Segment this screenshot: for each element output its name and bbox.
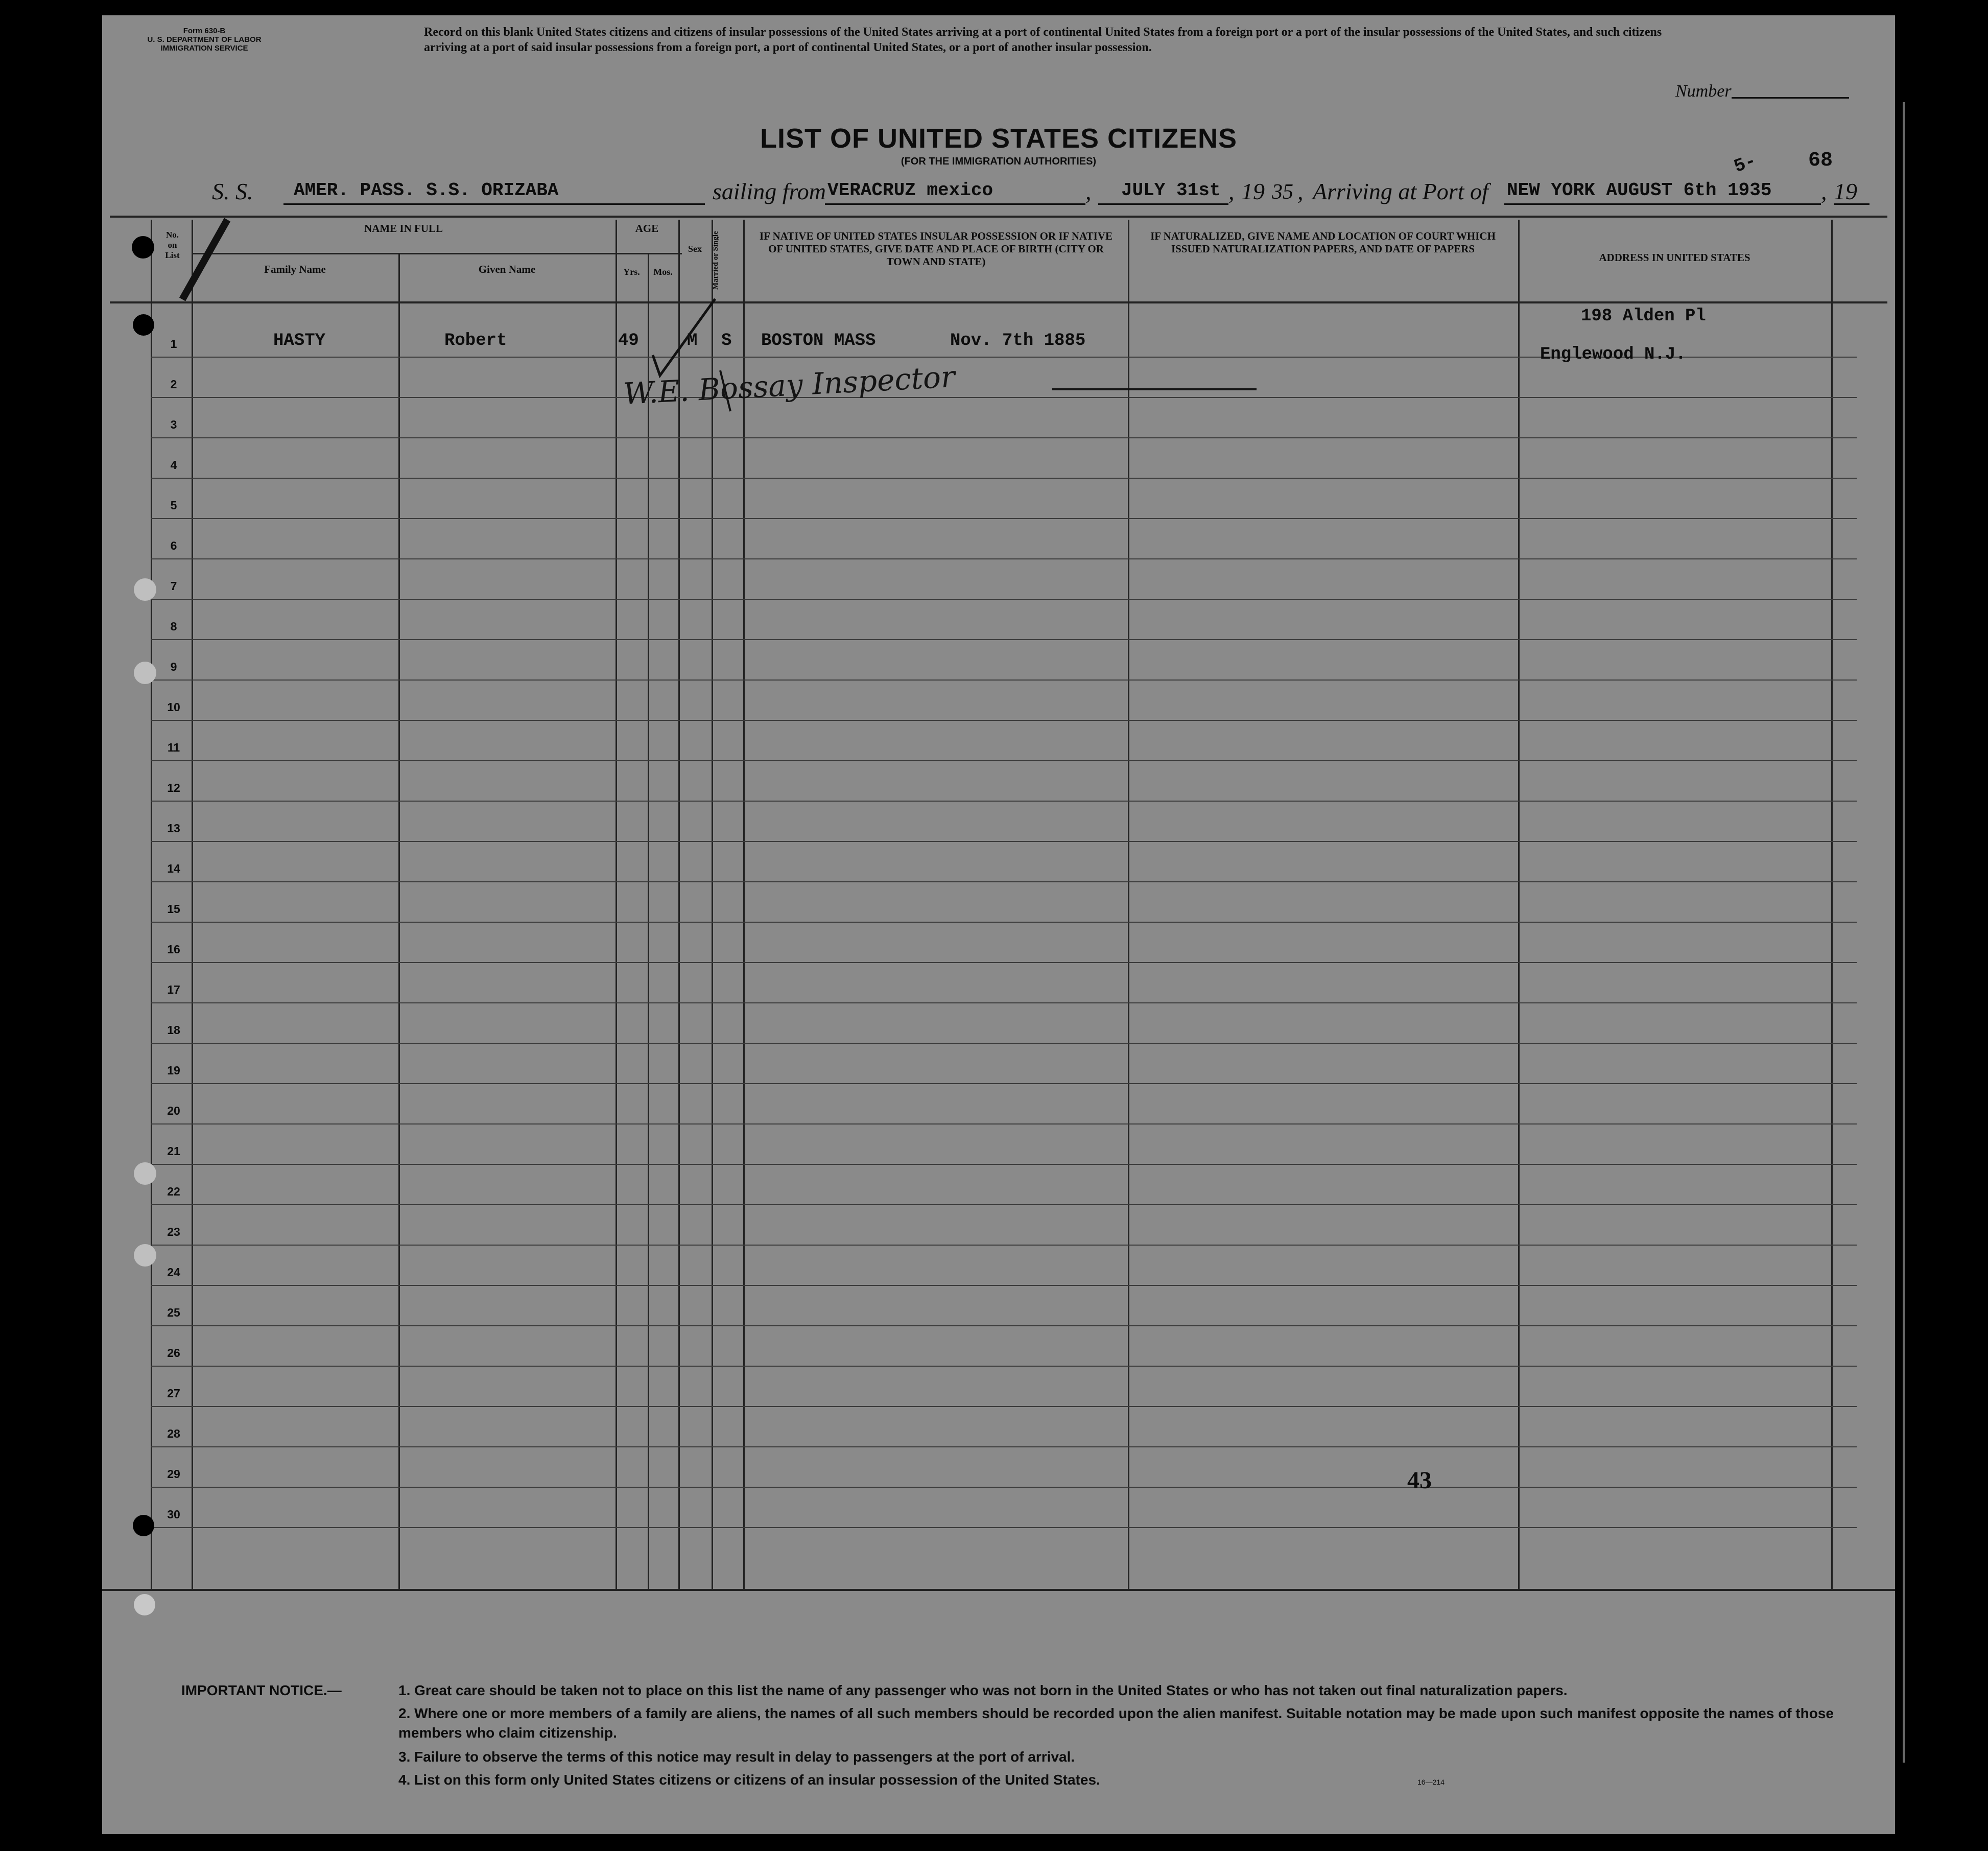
page-edge-shadow — [1903, 102, 1905, 1763]
row-line — [151, 1043, 1857, 1044]
entry-age-years: 49 — [618, 331, 639, 350]
notice-item-1: 1. Great care should be taken not to place on this list the name of any passenger who was not born in the United States or who has not taken out final naturalization papers. — [398, 1682, 1568, 1698]
year-right-field — [1834, 180, 1869, 205]
margin-mark-dash: 5- — [1731, 150, 1759, 178]
ship-name: AMER. PASS. S.S. ORIZABA — [294, 180, 559, 201]
entry-sex: M — [687, 331, 698, 350]
year-suffix: 35 — [1272, 180, 1293, 204]
header-family-name: Family Name — [264, 263, 326, 275]
row-number: 10 — [167, 700, 180, 714]
row-line — [151, 1527, 1857, 1528]
row-number: 15 — [167, 902, 180, 916]
ss-label: S. S. — [212, 178, 253, 204]
row-number: 21 — [167, 1144, 180, 1158]
row-number: 27 — [167, 1387, 180, 1400]
notice-heading: IMPORTANT NOTICE.— — [181, 1682, 342, 1698]
binder-hole — [134, 1244, 156, 1267]
row-line — [151, 1083, 1857, 1084]
row-number: 11 — [167, 741, 180, 754]
row-number: 1 — [170, 337, 177, 350]
row-number: 12 — [167, 781, 180, 794]
number-field-line — [1732, 97, 1849, 99]
binder-hole — [134, 662, 156, 684]
col-line-naturalized — [1518, 220, 1520, 1589]
ship-field — [283, 180, 705, 205]
row-number: 23 — [167, 1225, 180, 1238]
row-number: 8 — [170, 620, 177, 633]
notice-item-4: 4. List on this form only United States citizens or citizens of an insular possession of the United States. — [398, 1772, 1100, 1788]
row-number: 17 — [167, 983, 180, 996]
row-line — [151, 1285, 1857, 1286]
entry-family-name: HASTY — [273, 331, 326, 350]
header-no-on-list: No. on List — [165, 230, 180, 260]
col-line-address — [1831, 220, 1833, 1589]
sailing-date: JULY 31st — [1121, 180, 1221, 201]
col-line-birth — [1128, 220, 1129, 1589]
year-right-prefix: 19 — [1834, 178, 1857, 204]
port-to: NEW YORK AUGUST 6th 1935 — [1507, 180, 1772, 201]
row-line — [151, 1325, 1857, 1326]
row-line — [151, 720, 1857, 721]
row-number: 4 — [170, 458, 177, 472]
header-yrs: Yrs. — [623, 267, 640, 277]
col-line-given — [616, 220, 617, 1589]
form-print-code: 16—214 — [1417, 1778, 1445, 1786]
arriving-label: Arriving at Port of — [1313, 178, 1488, 204]
header-age: AGE — [635, 222, 659, 235]
header-mos: Mos. — [653, 267, 673, 277]
row-number: 7 — [170, 579, 177, 593]
row-number: 6 — [170, 539, 177, 552]
row-line — [151, 1366, 1857, 1367]
col-line-family — [398, 253, 400, 1589]
port-to-field — [1504, 180, 1821, 205]
year-prefix: 19 — [1241, 178, 1265, 204]
binder-hole — [134, 1162, 156, 1185]
binder-hole — [132, 236, 154, 259]
row-line — [151, 558, 1857, 559]
form-identifier: Form 630-B U. S. DEPARTMENT OF LABOR IMMIGRATION SERVICE — [147, 27, 262, 53]
header-given-name: Given Name — [478, 263, 536, 275]
row-number: 26 — [167, 1346, 180, 1360]
row-line — [151, 962, 1857, 963]
row-line — [151, 841, 1857, 842]
sailing-from-label: sailing from — [713, 178, 826, 204]
signature-stroke — [1052, 388, 1257, 390]
row-number: 14 — [167, 862, 180, 875]
header-naturalized: IF NATURALIZED, GIVE NAME AND LOCATION OF COURT WHICH ISSUED NATURALIZATION PAPERS, AND DATE OF PAPERS — [1150, 230, 1496, 255]
age-header-divider — [616, 253, 667, 254]
name-header-divider — [192, 253, 682, 254]
row-line — [151, 1204, 1857, 1205]
header-name-in-full: NAME IN FULL — [364, 222, 443, 235]
port-from: VERACRUZ mexico — [827, 180, 993, 201]
entry-given-name: Robert — [444, 331, 507, 350]
page-subtitle: (FOR THE IMMIGRATION AUTHORITIES) — [901, 156, 1097, 167]
row-number: 28 — [167, 1427, 180, 1440]
row-number: 29 — [167, 1467, 180, 1481]
row-number: 16 — [167, 943, 180, 956]
form-instructions: Record on this blank United States citizens and citizens of insular possessions of the United States arriving at a port of continental United States from a foreign port or a port of the insular possessions of the United States, and such citizens arriving at a port of said insular possessions from a foreign port, a port of continental United States, or a port of another insular possession. — [424, 26, 1662, 54]
manifest-page: Form 630-B U. S. DEPARTMENT OF LABOR IMMIGRATION SERVICE Record on this blank United States citizens and citizens of insular possessions of the United States arriving at a port of continental United States from a foreign port or a port of the insular possessions of the United States, and such citizens arriving at a port of said insular possessions from a foreign port, a port of continental United States, or a port of another insular possession. Number LIST OF UNITED STATES CITIZENS (FOR THE IMMIGRATION AUTHORITIES) S. S. AMER. PASS. S.S. ORIZABA sailing from VERACRUZ mexico , JULY 31st , 19 35 , Arriving at Port of NEW YORK AUGUST 6th 1935 , 19 5- 68 No. on List NAME IN FULL Family Name Given Name AGE Yrs. Mos. Sex Married or Single IF NATIVE OF UNITED STATES INSULAR POSSESSION OR IF NATIVE OF UNITED STATES, GIVE DATE AND PLACE OF BIRTH (CITY OR TOWN AND STATE) IF NATURALIZED, GIVE NAME AND LOCATION OF COURT WHICH ISSUED NATURALIZATION PAPERS, AND DATE OF PAPERS ADDRESS IN UNITED STATES 1 2 3 4 5 6 7 8 9 10 11 12 13 14 15 16 17 18 19 20 21 22 23 24 25 26 27 28 29 30 HASTY Robert 49 M S BOSTON MASS Nov. 7th 1885 198 Alden Pl Englewood N.J. W.E. Bossay Inspector 43 IMPORTANT NOTICE.— 1. Great care should be taken not to place on this list the name of any passenger who was not born in the United States or who has not taken out final naturalization papers. 2. Where one or more members of a family are aliens, the names of all such members should be recorded upon the alien manifest. Suitable notation may be made upon such manifest opposite the names of those members who claim citizenship. 3. Failure to observe the terms of this notice may result in delay to passengers at the port of arrival. 4. List on this form only United States citizens or citizens of an insular possession of the United States. 16—214 — [102, 15, 1895, 1834]
row-number: 30 — [167, 1508, 180, 1521]
row-line — [151, 760, 1857, 761]
table-top-border — [110, 216, 1887, 218]
row-line — [151, 478, 1857, 479]
header-sex: Sex — [688, 244, 702, 254]
notice-item-2: 2. Where one or more members of a family are aliens, the names of all such members should be recorded upon the alien manifest. Suitable notation may be made upon such manifest opposite the names of those members who claim citizenship. — [398, 1705, 1834, 1741]
entry-address-line2: Englewood N.J. — [1540, 345, 1686, 364]
row-line — [151, 1245, 1857, 1246]
header-married-single: Married or Single — [712, 231, 720, 290]
row-line — [151, 801, 1857, 802]
row-line — [151, 1002, 1857, 1003]
port-from-field — [825, 180, 1085, 205]
inspector-signature: W.E. Bossay Inspector — [622, 359, 956, 411]
row-line — [151, 518, 1857, 519]
entry-marital: S — [721, 331, 732, 350]
row-line — [151, 881, 1857, 882]
page-title: LIST OF UNITED STATES CITIZENS — [760, 123, 1237, 154]
row-number: 22 — [167, 1185, 180, 1198]
row-number: 3 — [170, 418, 177, 431]
number-label: Number — [1675, 82, 1732, 101]
entry-address-line1: 198 Alden Pl — [1581, 307, 1706, 326]
row-line — [151, 599, 1857, 600]
stamp-number: 43 — [1407, 1467, 1432, 1494]
table-bottom-border — [102, 1589, 1895, 1591]
notice-item-3: 3. Failure to observe the terms of this notice may result in delay to passengers at the port of arrival. — [398, 1749, 1075, 1765]
binder-hole — [134, 578, 156, 601]
header-birth: IF NATIVE OF UNITED STATES INSULAR POSSESSION OR IF NATIVE OF UNITED STATES, GIVE DATE AND PLACE OF BIRTH (CITY OR TOWN AND STATE) — [759, 230, 1113, 268]
entry-birth-date: Nov. 7th 1885 — [950, 331, 1086, 350]
entry-birth-place: BOSTON MASS — [761, 331, 876, 350]
sailing-date-field — [1098, 180, 1228, 205]
row-line — [151, 922, 1857, 923]
row-number: 24 — [167, 1266, 180, 1279]
header-address: ADDRESS IN UNITED STATES — [1599, 251, 1750, 264]
binder-hole — [134, 1594, 155, 1615]
row-number: 5 — [170, 499, 177, 512]
row-line — [151, 1446, 1857, 1447]
margin-mark-number: 68 — [1808, 149, 1833, 172]
row-number: 20 — [167, 1104, 180, 1117]
binder-hole — [133, 1515, 154, 1536]
row-line — [151, 1164, 1857, 1165]
row-number: 13 — [167, 822, 180, 835]
row-number: 18 — [167, 1023, 180, 1037]
binder-hole — [133, 314, 154, 336]
row-number: 19 — [167, 1064, 180, 1077]
row-number: 25 — [167, 1306, 180, 1319]
row-line — [151, 639, 1857, 640]
row-line — [151, 1406, 1857, 1407]
row-number: 9 — [170, 660, 177, 673]
row-line — [151, 680, 1857, 681]
row-line — [151, 1123, 1857, 1124]
row-number: 2 — [170, 378, 177, 391]
row-line — [151, 1487, 1857, 1488]
